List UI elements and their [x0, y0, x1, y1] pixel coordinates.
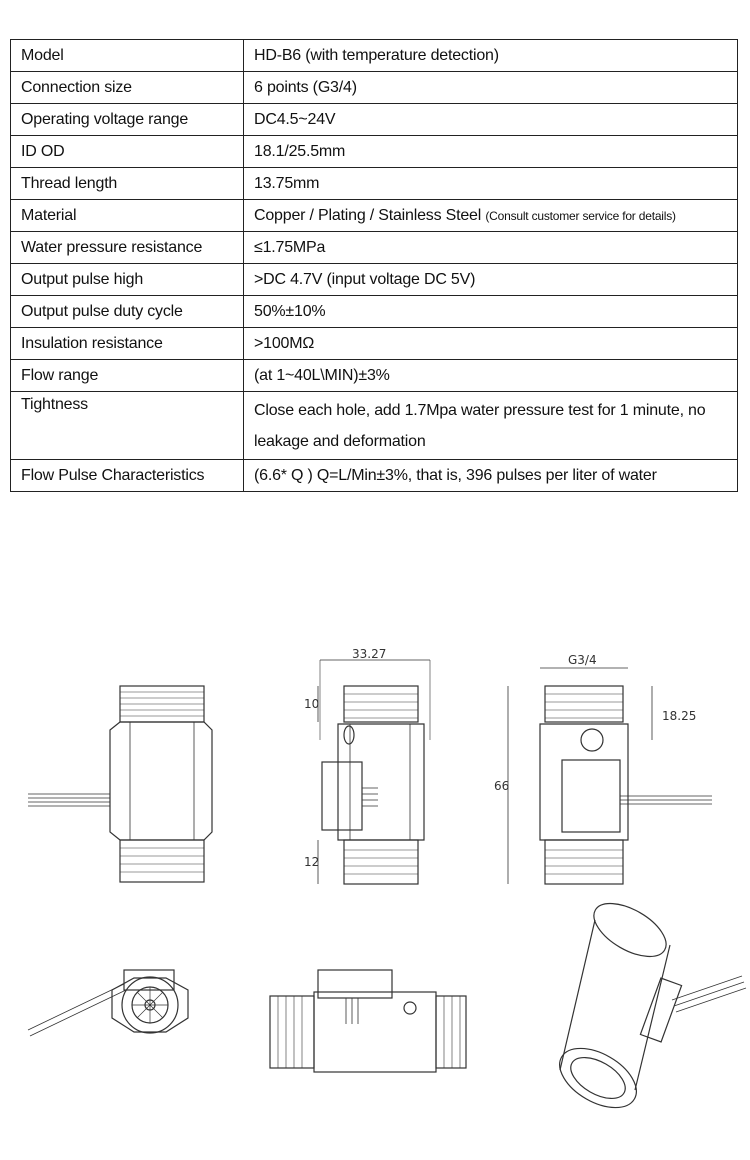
- dim-height: 66: [494, 779, 510, 793]
- spec-value: >DC 4.7V (input voltage DC 5V): [244, 264, 738, 296]
- dim-thread: G3/4: [568, 653, 597, 667]
- spec-value: HD-B6 (with temperature detection): [244, 40, 738, 72]
- spec-value: [244, 200, 738, 232]
- spec-label: ID OD: [11, 136, 244, 168]
- table-row: [11, 360, 738, 392]
- spec-value: Close each hole, add 1.7Mpa water pressure test for 1 minute, no leakage and deformation: [244, 392, 738, 460]
- spec-value: 13.75mm: [244, 168, 738, 200]
- end-view: [28, 970, 188, 1036]
- spec-table: [10, 39, 738, 492]
- spec-label: Flow range: [11, 360, 244, 392]
- material-note: (Consult customer service for details): [485, 208, 676, 223]
- dim-width: 33.27: [352, 647, 387, 661]
- table-row: [11, 104, 738, 136]
- spec-label: Output pulse high: [11, 264, 244, 296]
- front-view: [318, 660, 430, 884]
- dim-bottom-thread: 12: [304, 855, 320, 869]
- spec-label: Water pressure resistance: [11, 232, 244, 264]
- table-row: [11, 232, 738, 264]
- material-text: Copper / Plating / Stainless Steel: [254, 206, 482, 224]
- spec-label: Output pulse duty cycle: [11, 296, 244, 328]
- table-row: [11, 40, 738, 72]
- dim-top-thread: 10: [304, 697, 320, 711]
- side-view-left: [28, 686, 212, 882]
- isometric-view: [550, 893, 746, 1120]
- spec-value: (at 1~40L\MIN)±3%: [244, 360, 738, 392]
- spec-label: Insulation resistance: [11, 328, 244, 360]
- spec-label: Material: [11, 200, 244, 232]
- table-row: [11, 136, 738, 168]
- spec-label: Thread length: [11, 168, 244, 200]
- table-row: [11, 264, 738, 296]
- spec-label: Model: [11, 40, 244, 72]
- spec-value: >100MΩ: [244, 328, 738, 360]
- spec-value: DC4.5~24V: [244, 104, 738, 136]
- spec-value: 18.1/25.5mm: [244, 136, 738, 168]
- dim-top-offset: 18.25: [662, 709, 697, 723]
- spec-value: 6 points (G3/4): [244, 72, 738, 104]
- spec-value: 50%±10%: [244, 296, 738, 328]
- table-row: [11, 460, 738, 492]
- table-row: [11, 168, 738, 200]
- table-row: [11, 72, 738, 104]
- spec-label: Flow Pulse Characteristics: [11, 460, 244, 492]
- table-row: [11, 200, 738, 232]
- spec-value: ≤1.75MPa: [244, 232, 738, 264]
- right-view: [508, 668, 712, 884]
- spec-value: (6.6* Q ) Q=L/Min±3%, that is, 396 pulses per liter of water: [244, 460, 738, 492]
- table-row: [11, 328, 738, 360]
- table-row: [11, 296, 738, 328]
- spec-label: Tightness: [11, 392, 244, 460]
- technical-drawings: [0, 600, 750, 1160]
- table-row: [11, 392, 738, 460]
- spec-label: Operating voltage range: [11, 104, 244, 136]
- top-view: [270, 970, 466, 1072]
- spec-label: Connection size: [11, 72, 244, 104]
